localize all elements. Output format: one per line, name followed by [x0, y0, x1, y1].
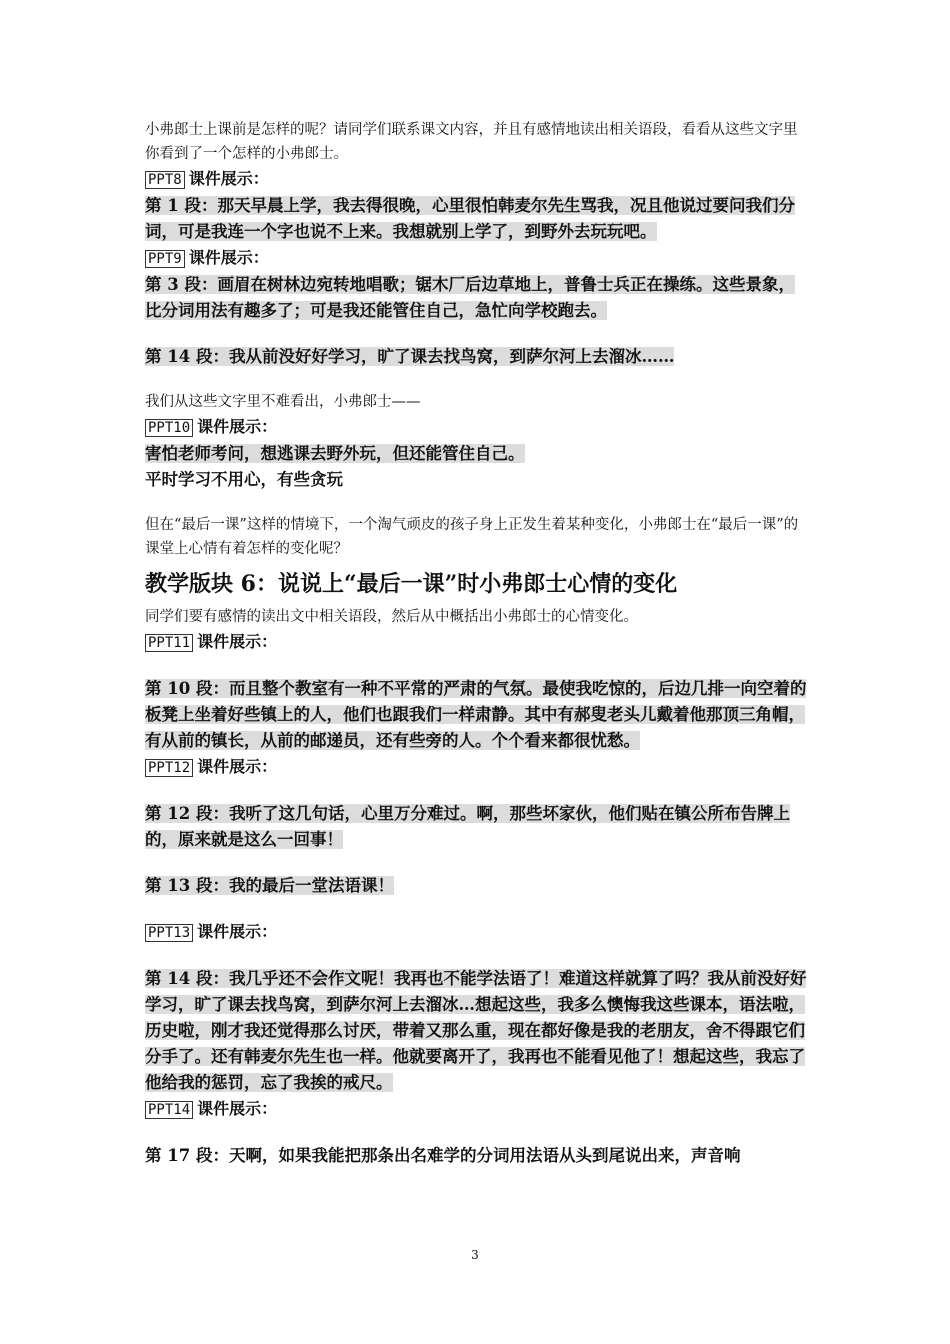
ppt-caption	[145, 245, 810, 272]
ppt-caption	[145, 414, 810, 441]
ppt-label: 课件展示：	[197, 417, 278, 436]
highlighted-text: 第 3 段：画眉在树林边宛转地唱歌；锯木厂后边草地上，普鲁士兵正在操练。这些景象，比分词用法有趣多了；可是我还能管住自己，急忙向学校跑去。	[145, 275, 795, 320]
ppt-tag: PPT13	[145, 924, 193, 942]
highlighted-text: 第 1 段：那天早晨上学，我去得很晚，心里很怕韩麦尔先生骂我，况且他说过要问我们分词，可是我连一个字也说不上来。我想就别上学了，到野外去玩玩吧。	[145, 196, 795, 241]
page-number: 3	[471, 1248, 479, 1262]
trait-line	[145, 441, 810, 467]
ppt-tag: PPT8	[145, 171, 185, 189]
quote-paragraph	[145, 801, 810, 853]
ppt-caption	[145, 629, 810, 656]
ppt-caption	[145, 754, 810, 781]
ppt-caption	[145, 166, 810, 193]
ppt-label: 课件展示：	[197, 757, 278, 776]
ppt-label: 课件展示：	[197, 1099, 278, 1118]
ppt-label: 课件展示：	[197, 922, 278, 941]
ppt-caption	[145, 1096, 810, 1123]
intro-text: 但在“最后一课”这样的情境下，一个淘气顽皮的孩子身上正发生着某种变化，小弗郎士在“最后一课”的课堂上心情有着怎样的变化呢？	[145, 517, 799, 557]
document-page	[145, 118, 810, 1169]
section-heading: 教学版块 6：说说上“最后一课”时小弗郎士心情的变化	[145, 571, 678, 597]
quote-paragraph	[145, 193, 810, 245]
highlighted-text: 第 14 段：我几乎还不会作文呢！我再也不能学法语了！难道这样就算了吗？我从前没好好学习，旷了课去找鸟窝，到萨尔河上去溜冰…想起这些，我多么懊悔我这些课本，语法啦，历史啦，刚才我还觉得那么讨厌，带着又那么重，现在都好像是我的老朋友，舍不得跟它们分手了。还有韩麦尔先生也一样。他就要离开了，我再也不能看见他了！想起这些，我忘了他给我的惩罚，忘了我挨的戒尺。	[145, 969, 807, 1092]
quote-paragraph	[145, 272, 810, 324]
ppt-tag: PPT10	[145, 419, 193, 437]
intro-text: 同学们要有感情的读出文中相关语段，然后从中概括出小弗郎士的心情变化。	[145, 609, 638, 625]
intro-text: 我们从这些文字里不难看出，小弗郎士——	[145, 394, 421, 410]
quote-paragraph	[145, 676, 810, 754]
ppt-tag: PPT9	[145, 250, 185, 268]
ppt-tag: PPT14	[145, 1101, 193, 1119]
quote-paragraph	[145, 344, 810, 370]
quote-paragraph: 第 17 段：天啊，如果我能把那条出名难学的分词用法语从头到尾说出来，声音响	[145, 1146, 741, 1165]
ppt-tag: PPT11	[145, 634, 193, 652]
highlighted-text: 第 14 段：我从前没好好学习，旷了课去找鸟窝，到萨尔河上去溜冰……	[145, 347, 675, 366]
ppt-label: 课件展示：	[188, 169, 269, 188]
ppt-caption	[145, 919, 810, 946]
quote-paragraph	[145, 873, 810, 899]
ppt-label: 课件展示：	[188, 248, 269, 267]
quote-paragraph	[145, 966, 810, 1096]
ppt-label: 课件展示：	[197, 632, 278, 651]
highlighted-text: 第 12 段：我听了这几句话，心里万分难过。啊，那些坏家伙，他们贴在镇公所布告牌上的，原来就是这么一回事！	[145, 804, 790, 849]
highlighted-text: 第 10 段：而且整个教室有一种不平常的严肃的气氛。最使我吃惊的，后边几排一向空着的板凳上坐着好些镇上的人，他们也跟我们一样肃静。其中有郝叟老头儿戴着他那顶三角帽，有从前的镇长，从前的邮递员，还有些旁的人。个个看来都很忧愁。	[145, 679, 807, 750]
intro-text: 小弗郎士上课前是怎样的呢？请同学们联系课文内容，并且有感情地读出相关语段，看看从这些文字里你看到了一个怎样的小弗郎士。	[145, 122, 798, 162]
highlighted-text: 害怕老师考问，想逃课去野外玩，但还能管住自己。	[145, 444, 525, 463]
highlighted-text: 第 13 段：我的最后一堂法语课！	[145, 876, 394, 895]
ppt-tag: PPT12	[145, 759, 193, 777]
trait-line: 平时学习不用心，有些贪玩	[145, 470, 343, 489]
